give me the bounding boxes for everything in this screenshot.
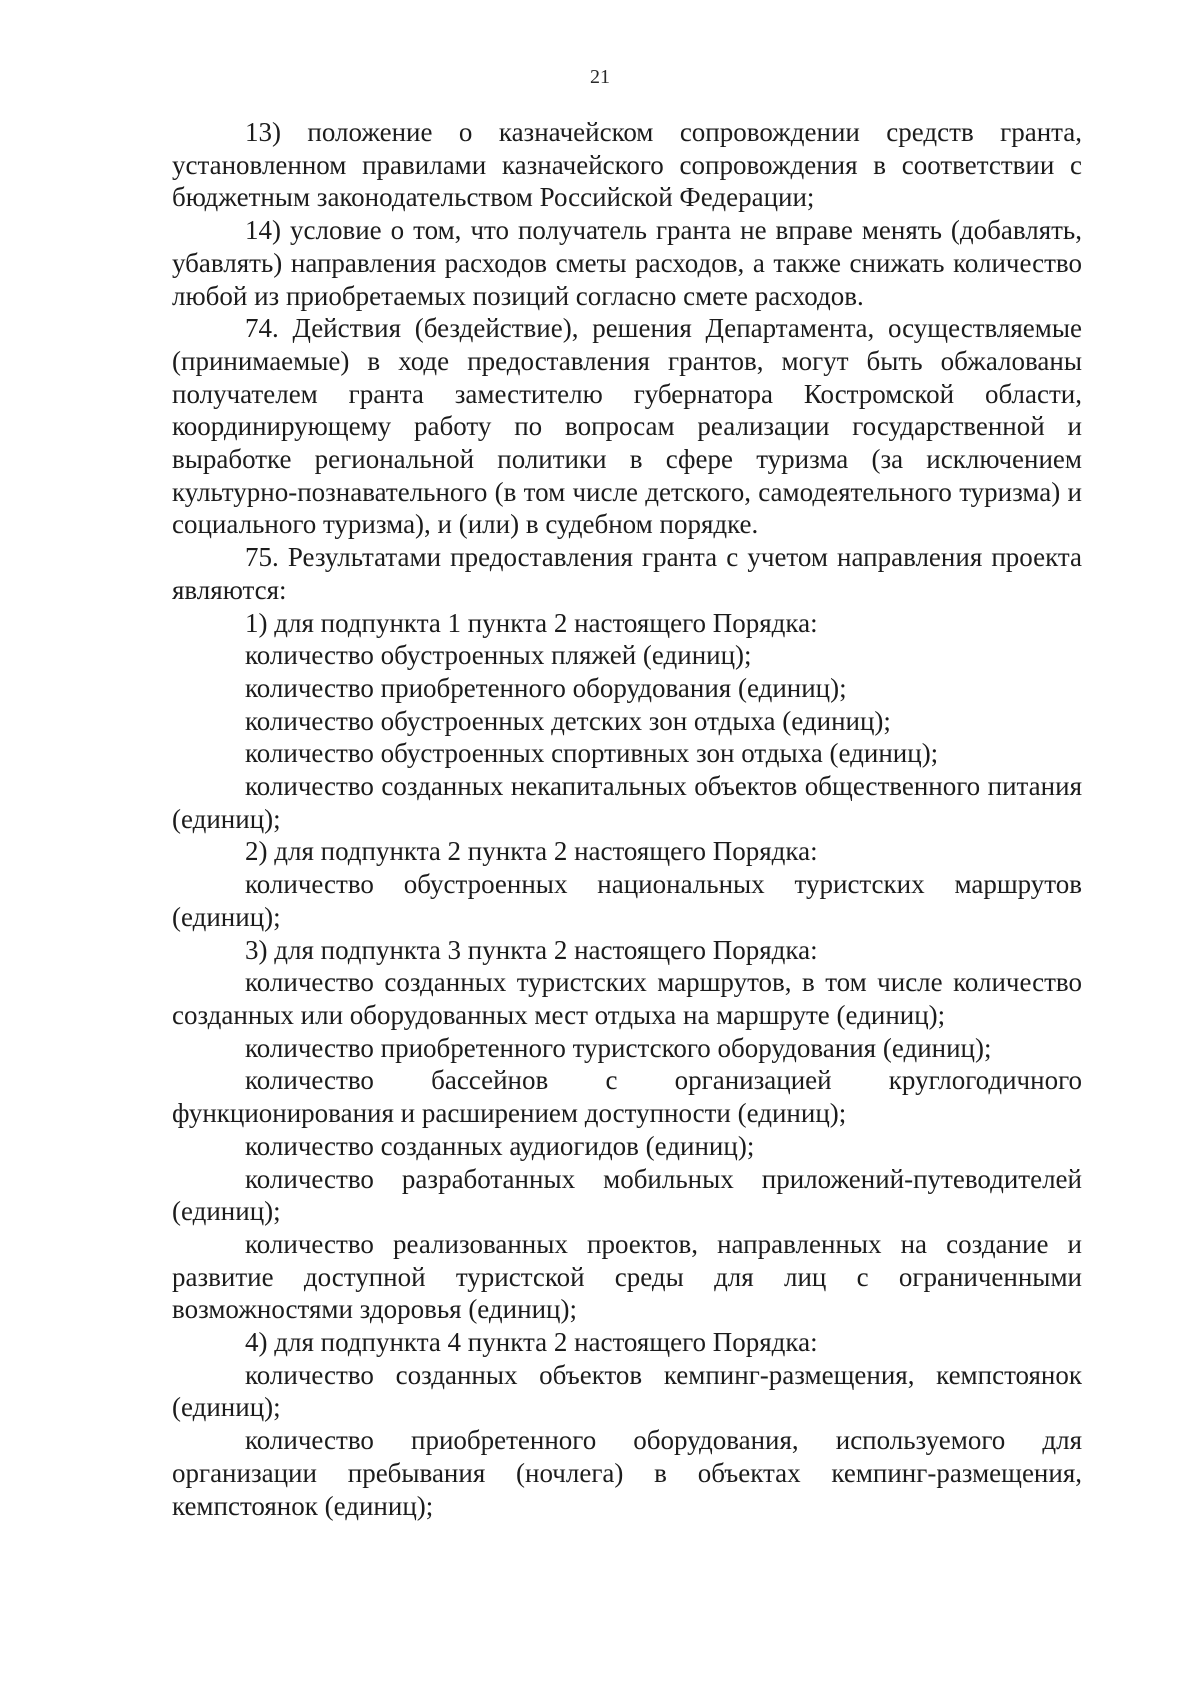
paragraph-clause-74: 74. Действия (бездействие), решения Департамента, осуществляемые (принимаемые) в ходе предоставления грантов, могут быть обжалованы получателем гранта заместителю губернатора Костромской области, координирующему работу по вопросам реализации государственной и выработке региональной политики в сфере туризма (за исключением культурно-познавательного (в том числе детского, самодеятельного туризма) и социального туризма), и (или) в судебном порядке. [172,313,1082,540]
result-line: количество обустроенных детских зон отдыха (единиц); [245,705,891,736]
result-line: количество обустроенных национальных туристских маршрутов (единиц); [172,869,1082,932]
result-line: количество созданных объектов кемпинг-размещения, кемпстоянок (единиц); [172,1359,1082,1423]
document-body [172,116,1082,1522]
subclause-2-heading: 2) для подпункта 2 пункта 2 настоящего Порядка: [245,836,818,867]
paragraph-item-13: 13) положение о казначейском сопровождении средств гранта, установленном правилами казначейского сопровождения в соответствии с бюджетным законодательством Российской Федерации; [172,117,1082,213]
result-line: количество приобретенного туристского оборудования (единиц); [245,1032,992,1063]
result-line: количество обустроенных пляжей (единиц); [245,640,752,671]
result-line: количество созданных некапитальных объектов общественного питания (единиц); [172,771,1082,834]
result-line: количество разработанных мобильных приложений-путеводителей (единиц); [172,1163,1082,1227]
result-line: количество приобретенного оборудования (единиц); [245,672,847,703]
subclause-4-heading: 4) для подпункта 4 пункта 2 настоящего Порядка: [245,1327,818,1358]
result-line: количество реализованных проектов, направленных на создание и развитие доступной туристской среды для лиц с ограниченными возможностями здоровья (единиц); [172,1228,1082,1325]
result-line: количество созданных аудиогидов (единиц); [245,1130,755,1161]
result-line: количество обустроенных спортивных зон отдыха (единиц); [245,738,939,769]
paragraph-item-14: 14) условие о том, что получатель гранта не вправе менять (добавлять, убавлять) направления расходов сметы расходов, а также снижать количество любой из приобретаемых позиций согласно смете расходов. [172,215,1082,311]
result-line: количество приобретенного оборудования, используемого для организации пребывания (ночлега) в объектах кемпинг-размещения, кемпстоянок (единиц); [172,1425,1082,1521]
subclause-3-heading: 3) для подпункта 3 пункта 2 настоящего Порядка: [245,934,818,965]
result-line: количество созданных туристских маршрутов, в том числе количество созданных или оборудованных мест отдыха на маршруте (единиц); [172,967,1082,1030]
page-number: 21 [590,66,610,88]
paragraph-clause-75: 75. Результатами предоставления гранта с учетом направления проекта являются: [172,542,1082,605]
subclause-1-heading: 1) для подпункта 1 пункта 2 настоящего Порядка: [245,607,818,638]
result-line: количество бассейнов с организацией круглогодичного функционирования и расширением доступности (единиц); [172,1065,1082,1129]
